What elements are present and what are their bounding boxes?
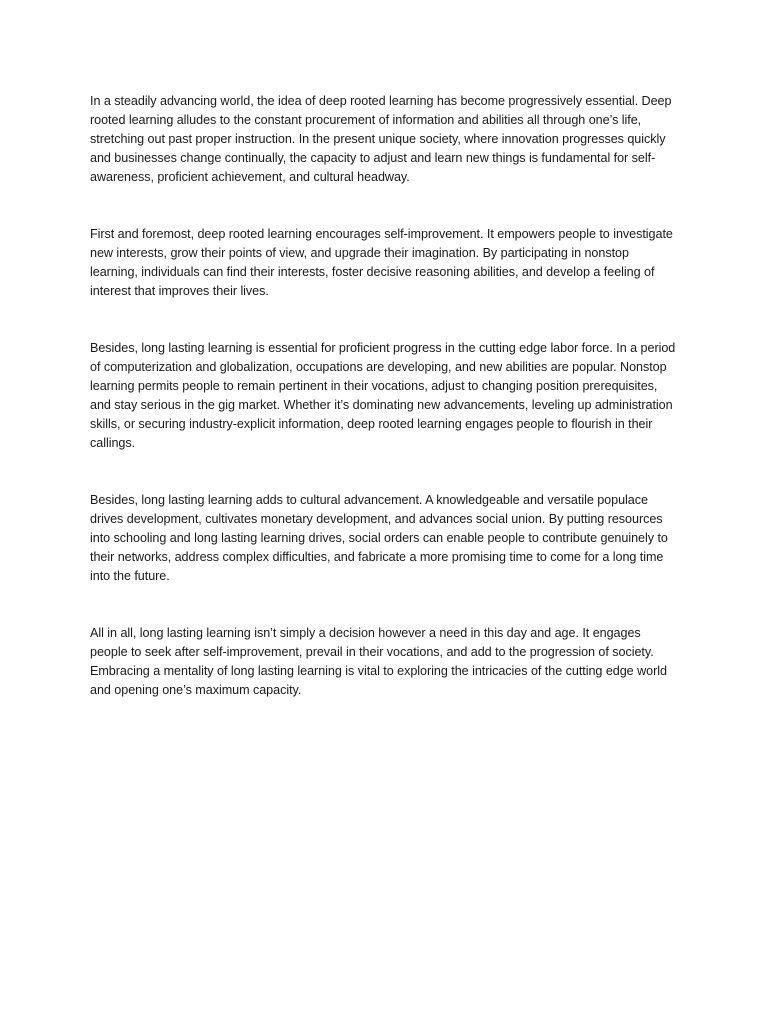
document-body bbox=[90, 92, 680, 738]
paragraph-cultural-advancement: Besides, long lasting learning adds to cultural advancement. A knowledgeable and versatile populace drives development, cultivates monetary development, and advances social union. By putting resources into schooling and long lasting learning drives, social orders can enable people to contribute genuinely to their networks, address complex difficulties, and fabricate a more promising time to come for a long time into the future. bbox=[90, 493, 668, 583]
paragraph-conclusion: All in all, long lasting learning isn’t simply a decision however a need in this day and age. It engages people to seek after self-improvement, prevail in their vocations, and add to the progression of society. Embracing a mentality of long lasting learning is vital to exploring the intricacies of the cutting edge world and opening one’s maximum capacity. bbox=[90, 626, 667, 697]
paragraph-professional-progress: Besides, long lasting learning is essential for proficient progress in the cutting edge labor force. In a period of computerization and globalization, occupations are developing, and new abilities are popular. Nonstop learning permits people to remain pertinent in their vocations, adjust to changing position prerequisites, and stay serious in the gig market. Whether it’s dominating new advancements, leveling up administration skills, or securing industry-explicit information, deep rooted learning engages people to flourish in their callings. bbox=[90, 341, 676, 450]
paragraph-self-improvement: First and foremost, deep rooted learning encourages self-improvement. It empowers people to investigate new interests, grow their points of view, and upgrade their imagination. By participating in nonstop learning, individuals can find their interests, foster decisive reasoning abilities, and develop a feeling of interest that improves their lives. bbox=[90, 227, 673, 298]
paragraph-introduction: In a steadily advancing world, the idea of deep rooted learning has become progressively essential. Deep rooted learning alludes to the constant procurement of information and abilities all through one’s life, stretching out past proper instruction. In the present unique society, where innovation progresses quickly and businesses change continually, the capacity to adjust and learn new things is fundamental for self-awareness, proficient achievement, and cultural headway. bbox=[90, 94, 672, 184]
